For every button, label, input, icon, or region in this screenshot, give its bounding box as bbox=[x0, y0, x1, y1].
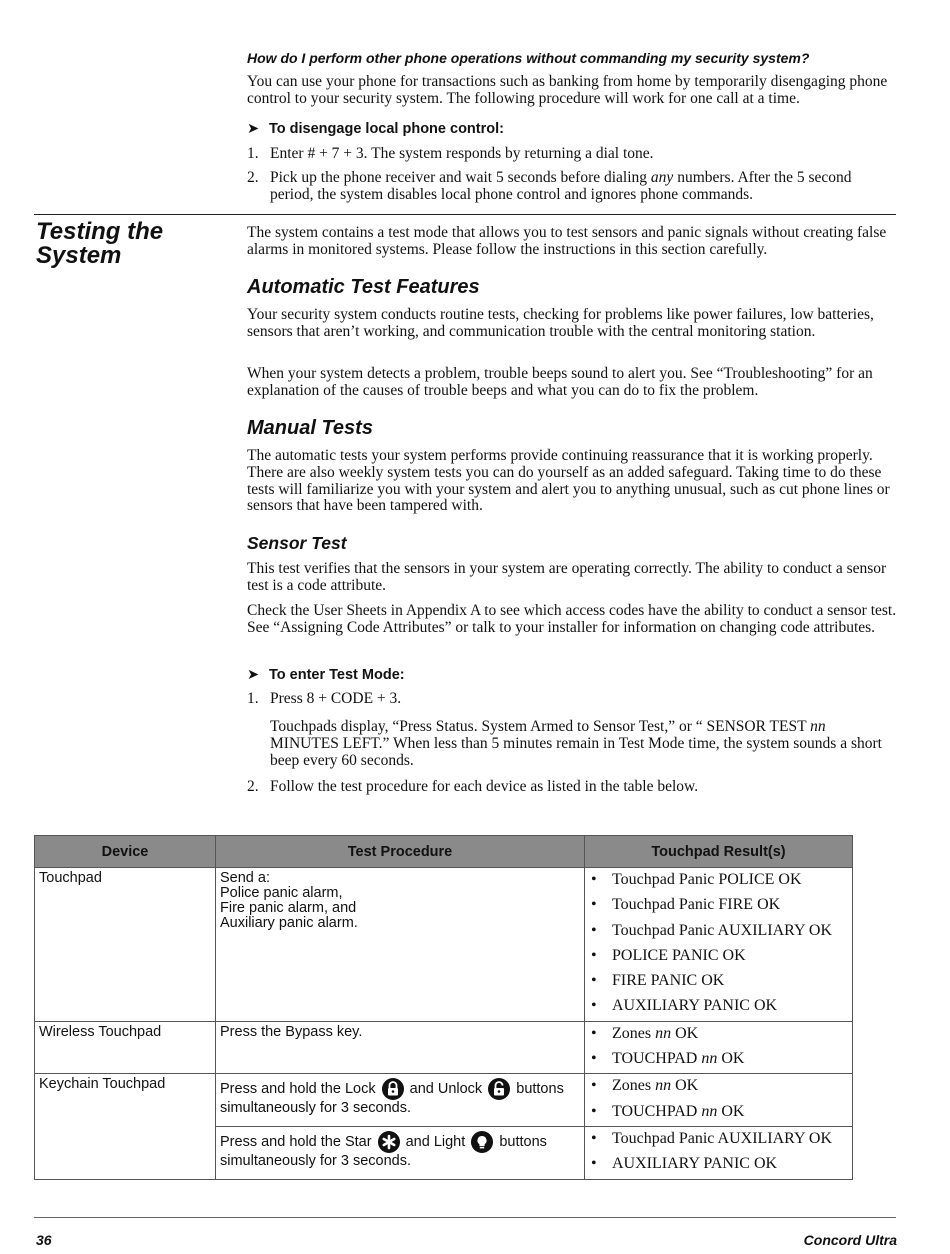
result-item: • Touchpad Panic AUXILIARY OK bbox=[589, 1128, 848, 1153]
result-item: • Zones nn OK bbox=[589, 1023, 848, 1048]
sensor-test-heading: Sensor Test bbox=[247, 533, 347, 553]
table-row-wireless-touchpad bbox=[35, 1021, 853, 1074]
test-step-1 bbox=[247, 691, 897, 709]
result-item: • POLICE PANIC OK bbox=[589, 945, 848, 970]
unlock-icon bbox=[488, 1078, 510, 1100]
intro-paragraph: You can use your phone for transactions such as banking from home by temporarily disengaging phone control to your security system. The following procedure will work for one call at a time. bbox=[247, 73, 888, 107]
result-item: • TOUCHPAD nn OK bbox=[589, 1048, 848, 1073]
result-item: • Zones nn OK bbox=[589, 1075, 848, 1100]
footer-divider bbox=[34, 1217, 896, 1218]
step-text: Enter # + 7 + 3. The system responds by returning a dial tone. bbox=[270, 145, 654, 162]
manual-tests-paragraph: The automatic tests your system performs provide continuing reassurance that it is working properly. There are also weekly system tests you can do yourself as an added safeguard. Taking time to do these tests will familiarize you with your system and alert you to anything unusual, such as cut phone lines or sensors that have been tampered with. bbox=[247, 447, 890, 515]
step-1 bbox=[247, 146, 897, 164]
step-text: Follow the test procedure for each device as listed in the table below. bbox=[270, 778, 699, 795]
procedure-text: Press and hold the Lock bbox=[220, 1081, 376, 1098]
procedure-text: and Unlock bbox=[409, 1081, 483, 1098]
manual-tests-heading: Manual Tests bbox=[247, 417, 373, 439]
procedure-heading-test-mode bbox=[247, 667, 897, 683]
procedure-cell bbox=[216, 1126, 585, 1179]
section-title-line2: System bbox=[36, 242, 122, 269]
procedure-line: Send a: bbox=[220, 870, 270, 886]
step-number: 1. bbox=[247, 690, 259, 707]
section-title bbox=[36, 220, 163, 268]
procedure-arrow-icon: ➤ bbox=[247, 121, 260, 137]
table-row-keychain-lock bbox=[35, 1074, 853, 1127]
procedure-heading-text: To disengage local phone control: bbox=[269, 121, 504, 137]
procedure-text: and Light bbox=[405, 1133, 466, 1150]
step-2 bbox=[247, 170, 897, 206]
procedure-heading-text: To enter Test Mode: bbox=[269, 667, 405, 683]
product-name: Concord Ultra bbox=[803, 1232, 897, 1248]
result-item: • AUXILIARY PANIC OK bbox=[589, 995, 848, 1020]
procedure-text: buttons simultaneously for 3 seconds. bbox=[220, 1133, 547, 1169]
result-item: • FIRE PANIC OK bbox=[589, 970, 848, 995]
device-cell: Keychain Touchpad bbox=[35, 1074, 216, 1179]
page-number: 36 bbox=[36, 1232, 52, 1248]
device-cell: Wireless Touchpad bbox=[35, 1021, 216, 1074]
step-text: Press 8 + CODE + 3. bbox=[270, 690, 402, 707]
procedure-line: Auxiliary panic alarm. bbox=[220, 915, 358, 931]
light-icon bbox=[471, 1131, 493, 1153]
procedure-cell: Press the Bypass key. bbox=[216, 1021, 585, 1074]
procedure-line: Fire panic alarm, and bbox=[220, 900, 357, 916]
automatic-tests-heading: Automatic Test Features bbox=[247, 276, 480, 298]
result-item: • Touchpad Panic AUXILIARY OK bbox=[589, 920, 848, 945]
procedure-text: buttons simultaneously for 3 seconds. bbox=[220, 1081, 564, 1117]
section-divider bbox=[34, 214, 896, 215]
table-header-row bbox=[35, 836, 853, 868]
result-list bbox=[585, 1023, 852, 1074]
automatic-tests-paragraph-2: When your system detects a problem, trouble beeps sound to alert you. See “Troubleshooting” for an explanation of the causes of trouble beeps and what you can do to fix the problem. bbox=[247, 365, 873, 399]
step-text: Pick up the phone receiver and wait 5 seconds before dialing any numbers. After the 5 second period, the system disables local phone control and ignores phone commands. bbox=[270, 169, 852, 203]
result-list bbox=[585, 869, 852, 1021]
procedure-cell bbox=[216, 1074, 585, 1127]
result-cell bbox=[585, 1074, 853, 1127]
star-icon bbox=[378, 1131, 400, 1153]
column-header-result: Touchpad Result(s) bbox=[585, 836, 853, 868]
result-item: • TOUCHPAD nn OK bbox=[589, 1101, 848, 1126]
question-heading: How do I perform other phone operations without commanding my security system? bbox=[247, 50, 810, 66]
table-row-touchpad bbox=[35, 868, 853, 1022]
column-header-procedure: Test Procedure bbox=[216, 836, 585, 868]
section-intro: The system contains a test mode that allows you to test sensors and panic signals without creating false alarms in monitored systems. Please follow the instructions in this section carefully. bbox=[247, 224, 887, 258]
result-item: • Touchpad Panic POLICE OK bbox=[589, 869, 848, 894]
result-list bbox=[585, 1128, 852, 1179]
result-list bbox=[585, 1075, 852, 1126]
procedure-text: Press and hold the Star bbox=[220, 1133, 372, 1150]
step-number: 2. bbox=[247, 169, 259, 186]
sensor-test-paragraph-1: This test verifies that the sensors in your system are operating correctly. The ability to conduct a sensor test is a code attribute. bbox=[247, 560, 887, 594]
procedure-line: Police panic alarm, bbox=[220, 885, 343, 901]
procedure-heading-disengage bbox=[247, 121, 897, 137]
sensor-test-table bbox=[34, 835, 853, 1180]
test-step-2 bbox=[247, 779, 897, 797]
automatic-tests-paragraph-1: Your security system conducts routine tests, checking for problems like power failures, low batteries, sensors that aren’t working, and communication trouble with the central monitoring station. bbox=[247, 306, 874, 340]
result-cell bbox=[585, 868, 853, 1022]
procedure-arrow-icon: ➤ bbox=[247, 667, 260, 683]
result-item: • Touchpad Panic FIRE OK bbox=[589, 894, 848, 919]
sensor-test-paragraph-2: Check the User Sheets in Appendix A to see which access codes have the ability to conduct a sensor test. See “Assigning Code Attributes” or talk to your installer for information on changing code attributes. bbox=[247, 602, 897, 636]
procedure-cell bbox=[216, 868, 585, 1022]
device-cell: Touchpad bbox=[35, 868, 216, 1022]
step-number: 1. bbox=[247, 145, 259, 162]
result-item: • AUXILIARY PANIC OK bbox=[589, 1153, 848, 1178]
step-number: 2. bbox=[247, 778, 259, 795]
result-cell bbox=[585, 1021, 853, 1074]
result-cell bbox=[585, 1126, 853, 1179]
section-title-line1: Testing the bbox=[36, 218, 164, 245]
lock-icon bbox=[382, 1078, 404, 1100]
test-step-1-detail: Touchpads display, “Press Status. System Armed to Sensor Test,” or “ SENSOR TEST nn MINUTES LEFT.” When less than 5 minutes remain in Test Mode time, the system sounds a short beep every 60 seconds. bbox=[270, 718, 882, 769]
column-header-device: Device bbox=[35, 836, 216, 868]
